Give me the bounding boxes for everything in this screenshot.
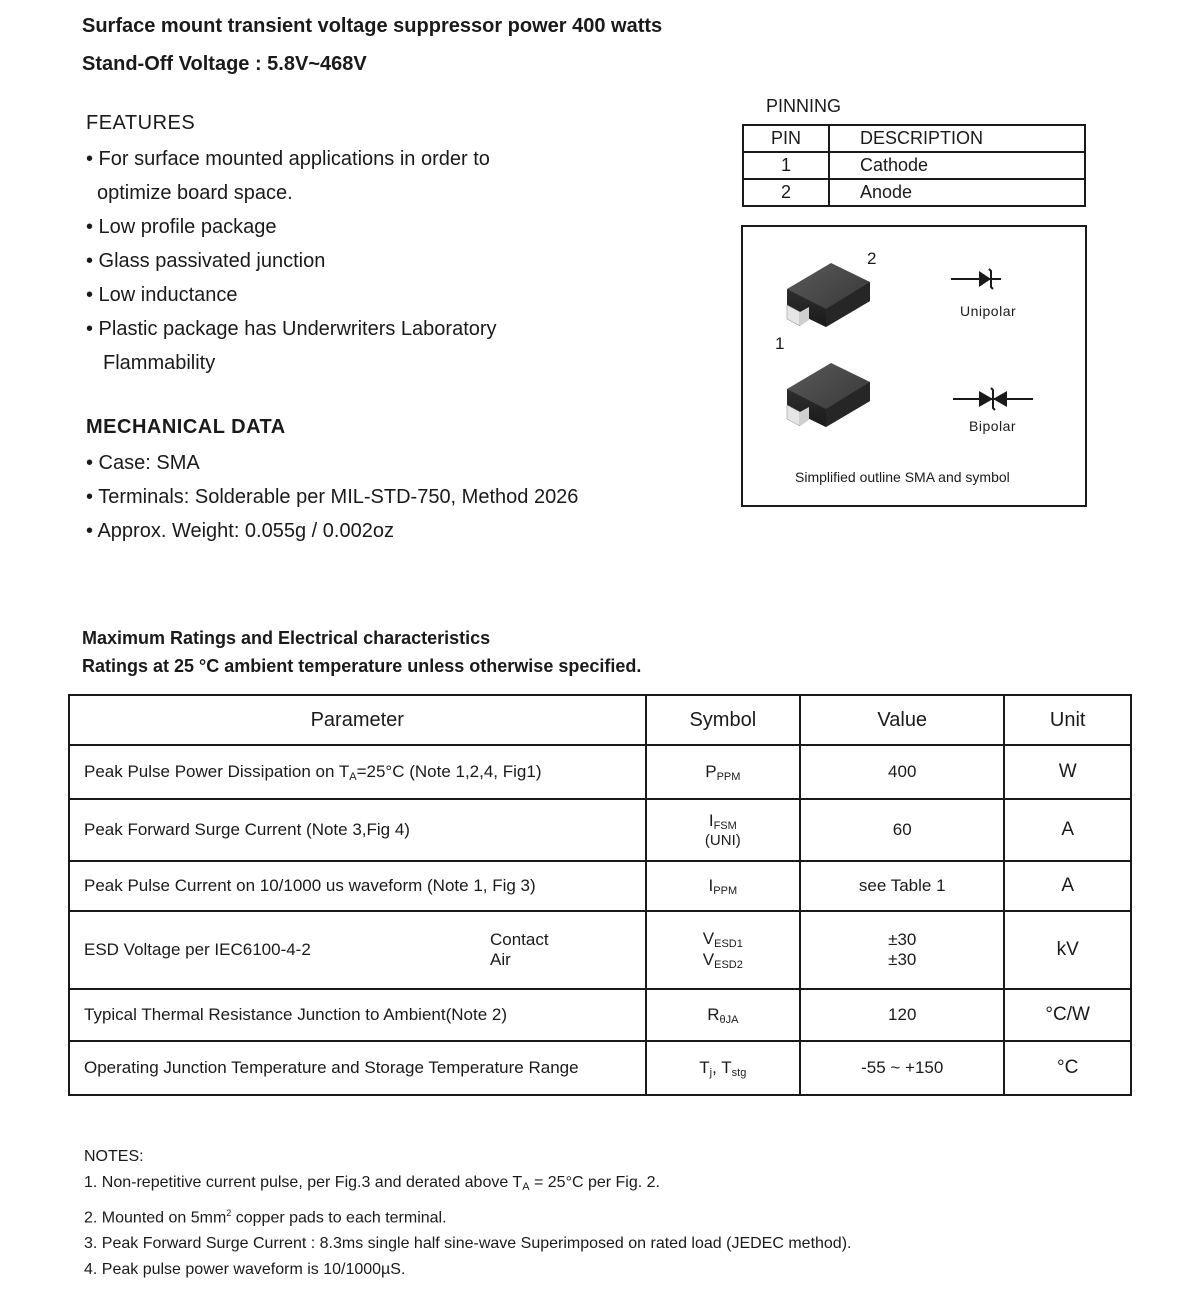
table-header-row bbox=[69, 695, 1131, 745]
features-list bbox=[86, 142, 497, 380]
parameter-cell: Peak Forward Surge Current (Note 3,Fig 4) bbox=[69, 799, 646, 861]
feature-item: • Low profile package bbox=[86, 216, 277, 238]
table-row bbox=[69, 1041, 1131, 1095]
ratings-table bbox=[68, 694, 1132, 1096]
unipolar-diode-icon bbox=[951, 269, 1001, 289]
note-item: 2. Mounted on $5mm^2$ copper pads to each terminal. bbox=[84, 1208, 447, 1227]
symbol-cell: $V_{ESD1}$ $V_{ESD2}$ bbox=[646, 911, 801, 989]
parameter-cell: Peak Pulse Current on 10/1000 us waveform (Note 1, Fig 3) bbox=[69, 861, 646, 911]
mechanical-item: • Case: SMA bbox=[86, 452, 200, 474]
mechanical-heading: MECHANICAL DATA bbox=[86, 416, 286, 438]
table-row bbox=[69, 989, 1131, 1041]
pin2-label: 2 bbox=[867, 249, 877, 268]
symbol-cell: $R_{\theta JA}$ bbox=[646, 989, 801, 1041]
value-cell: ±30 ±30 bbox=[800, 911, 1004, 989]
note-item: 1. Non-repetitive current pulse, per Fig.3 and derated above $T_A = 25^\circ C$ per Fig. 2. bbox=[84, 1174, 660, 1193]
pinning-table bbox=[742, 124, 1086, 207]
feature-item: • Glass passivated junction bbox=[86, 250, 326, 272]
description-column-header: DESCRIPTION bbox=[829, 125, 1085, 152]
pin-number: 1 bbox=[743, 152, 829, 179]
symbol-cell: $P_{PPM}$ bbox=[646, 745, 801, 799]
feature-item: • For surface mounted applications in order to bbox=[86, 148, 490, 170]
value-cell: -55 ~ +150 bbox=[800, 1041, 1004, 1095]
table-row bbox=[69, 799, 1131, 861]
symbol-cell: $T_j$, $T_{stg}$ bbox=[646, 1041, 801, 1095]
package-caption: Simplified outline SMA and symbol bbox=[795, 469, 1010, 485]
standoff-voltage: Stand-Off Voltage : 5.8V~468V bbox=[82, 53, 367, 75]
unit-cell: °C/W bbox=[1004, 989, 1131, 1041]
value-cell: see Table 1 bbox=[800, 861, 1004, 911]
package-outline-box bbox=[741, 225, 1087, 507]
parameter-cell: ESD Voltage per IEC6100-4-2 Contact Air bbox=[69, 911, 646, 989]
parameter-cell: Peak Pulse Power Dissipation on $T_A=25^\circ C$ (Note 1,2,4, Fig1) bbox=[69, 745, 646, 799]
feature-item: optimize board space. bbox=[97, 182, 293, 204]
pinning-heading: PINNING bbox=[766, 96, 842, 116]
notes-heading: NOTES: bbox=[84, 1148, 144, 1165]
package-illustration bbox=[743, 227, 1085, 505]
pin1-label: 1 bbox=[775, 334, 785, 353]
notes-section bbox=[84, 1144, 851, 1283]
feature-item: • Low inductance bbox=[86, 284, 238, 306]
value-cell: 120 bbox=[800, 989, 1004, 1041]
table-row bbox=[743, 179, 1085, 206]
page-title: Surface mount transient voltage suppressor power 400 watts bbox=[82, 15, 663, 37]
pin-description: Cathode bbox=[829, 152, 1085, 179]
pin-description: Anode bbox=[829, 179, 1085, 206]
unit-cell: A bbox=[1004, 861, 1131, 911]
unit-cell: °C bbox=[1004, 1041, 1131, 1095]
feature-item: • Plastic package has Underwriters Laboratory bbox=[86, 318, 497, 340]
ratings-heading: Maximum Ratings and Electrical characteristics bbox=[82, 628, 491, 648]
pin-column-header: PIN bbox=[743, 125, 829, 152]
note-item: 3. Peak Forward Surge Current : 8.3ms single half sine-wave Superimposed on rated load (JEDEC method). bbox=[84, 1235, 852, 1253]
unit-cell: A bbox=[1004, 799, 1131, 861]
value-cell: 60 bbox=[800, 799, 1004, 861]
mechanical-list bbox=[86, 446, 578, 548]
symbol-cell: $I_{PPM}$ bbox=[646, 861, 801, 911]
bipolar-label: Bipolar bbox=[969, 418, 1017, 434]
note-item: 4. Peak pulse power waveform is 10/1000µS. bbox=[84, 1261, 406, 1279]
mechanical-item: • Terminals: Solderable per MIL-STD-750, Method 2026 bbox=[86, 486, 579, 508]
features-heading: FEATURES bbox=[86, 112, 196, 134]
table-row bbox=[743, 152, 1085, 179]
feature-item: Flammability bbox=[103, 352, 216, 374]
unipolar-label: Unipolar bbox=[960, 303, 1017, 319]
mechanical-item: • Approx. Weight: 0.055g / 0.002oz bbox=[86, 520, 394, 542]
parameter-cell: Operating Junction Temperature and Storage Temperature Range bbox=[69, 1041, 646, 1095]
unit-cell: kV bbox=[1004, 911, 1131, 989]
symbol-column-header: Symbol bbox=[646, 695, 801, 745]
sma-package-icon bbox=[787, 363, 870, 427]
table-row bbox=[69, 861, 1131, 911]
sma-package-icon bbox=[787, 263, 870, 327]
unit-column-header: Unit bbox=[1004, 695, 1131, 745]
parameter-column-header: Parameter bbox=[69, 695, 646, 745]
table-row bbox=[69, 911, 1131, 989]
ratings-subheading: Ratings at 25 °C ambient temperature unless otherwise specified. bbox=[82, 656, 642, 676]
value-cell: 400 bbox=[800, 745, 1004, 799]
bipolar-diode-icon bbox=[953, 388, 1033, 410]
parameter-cell: Typical Thermal Resistance Junction to Ambient(Note 2) bbox=[69, 989, 646, 1041]
unit-cell: W bbox=[1004, 745, 1131, 799]
table-row bbox=[69, 745, 1131, 799]
value-column-header: Value bbox=[800, 695, 1004, 745]
symbol-cell: $I_{FSM}$ (UNI) bbox=[646, 799, 801, 861]
pin-number: 2 bbox=[743, 179, 829, 206]
